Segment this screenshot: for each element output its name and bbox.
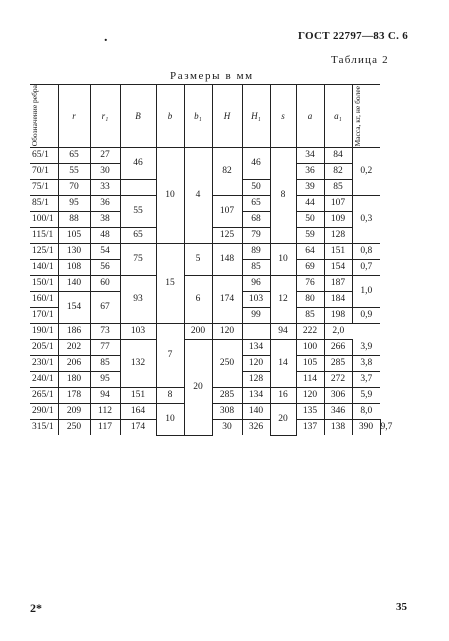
cell-r: 250: [58, 420, 90, 436]
cell-H1: 85: [242, 260, 270, 276]
cell-H1: 68: [242, 212, 270, 228]
cell-designation: 115/1: [30, 228, 58, 244]
cell-r1: 27: [90, 148, 120, 164]
cell-s: [242, 324, 270, 340]
cell-r1: 36: [90, 196, 120, 212]
cell-mass: 0,9: [352, 308, 380, 324]
cell-designation: 160/1: [30, 292, 58, 308]
cell-designation: 100/1: [30, 212, 58, 228]
cell-B: 93: [120, 276, 156, 324]
cell-r: 206: [58, 356, 90, 372]
cell-H: 125: [212, 228, 242, 244]
cell-r: 186: [58, 324, 90, 340]
cell-H: 285: [212, 388, 242, 404]
cell-r: 55: [58, 164, 90, 180]
cell-H1: 50: [242, 180, 270, 196]
cell-s: 12: [270, 276, 296, 324]
cell-a1: 266: [324, 340, 352, 356]
cell-b: 10: [156, 148, 184, 244]
cell-a1: 128: [324, 228, 352, 244]
cell-r1: 33: [90, 180, 120, 196]
cell-B: 55: [120, 196, 156, 228]
cell-mass: 3,9: [352, 340, 380, 356]
cell-H1: 128: [242, 372, 270, 388]
cell-H1: 137: [296, 420, 324, 436]
cell-H1: 96: [242, 276, 270, 292]
cell-b1: 5: [184, 244, 212, 276]
cell-designation: 265/1: [30, 388, 58, 404]
cell-designation: 85/1: [30, 196, 58, 212]
cell-H1: 120: [212, 324, 242, 340]
dimensions-table: [30, 84, 392, 436]
cell-designation: 205/1: [30, 340, 58, 356]
cell-H: 200: [184, 324, 212, 340]
cell-s: 10: [270, 244, 296, 276]
cell-a: 59: [296, 228, 324, 244]
page-header: ГОСТ 22797—83 С. 6: [298, 30, 409, 42]
table-row: [30, 340, 392, 356]
cell-designation: 150/1: [30, 276, 58, 292]
cell-s: 8: [270, 148, 296, 244]
cell-a1: 151: [324, 244, 352, 260]
cell-H: 308: [212, 404, 242, 420]
col-r: r: [58, 85, 90, 148]
cell-a: 85: [296, 308, 324, 324]
cell-designation: 140/1: [30, 260, 58, 276]
cell-a1: 198: [324, 308, 352, 324]
cell-r1: 95: [90, 372, 120, 388]
cell-r1: 54: [90, 244, 120, 260]
cell-r: 154: [58, 292, 90, 324]
cell-B: [120, 180, 156, 196]
cell-B: 151: [120, 388, 156, 404]
cell-a: 36: [296, 164, 324, 180]
cell-H1: 134: [242, 340, 270, 356]
cell-designation: 75/1: [30, 180, 58, 196]
cell-r1: 56: [90, 260, 120, 276]
cell-B: 46: [120, 148, 156, 180]
table-label: Таблица 2: [331, 54, 389, 66]
table-row: [30, 196, 392, 212]
cell-H1: 46: [242, 148, 270, 180]
cell-H: 82: [212, 148, 242, 196]
cell-H: 148: [212, 244, 242, 276]
cell-a: 120: [296, 388, 324, 404]
cell-a1: 285: [324, 356, 352, 372]
cell-a: 114: [296, 372, 324, 388]
cell-a: 50: [296, 212, 324, 228]
col-mass: Масса, кг, не более: [352, 85, 380, 148]
cell-designation: 190/1: [30, 324, 58, 340]
sizes-label: Размеры в мм: [170, 70, 254, 82]
cell-H: 326: [242, 420, 270, 436]
cell-B: 164: [120, 404, 156, 420]
cell-r: 95: [58, 196, 90, 212]
cell-a1: 346: [324, 404, 352, 420]
cell-H1: 120: [242, 356, 270, 372]
table-row: [30, 388, 392, 404]
col-a1: a₁: [324, 85, 352, 148]
cell-a: 39: [296, 180, 324, 196]
cell-r1: 30: [90, 164, 120, 180]
cell-designation: 125/1: [30, 244, 58, 260]
cell-b: 15: [156, 244, 184, 324]
cell-designation: 65/1: [30, 148, 58, 164]
cell-r: 178: [58, 388, 90, 404]
cell-mass: 0,3: [352, 196, 380, 244]
cell-H1: 65: [242, 196, 270, 212]
table-row: [30, 404, 392, 420]
cell-designation: 70/1: [30, 164, 58, 180]
cell-a: 94: [270, 324, 296, 340]
cell-H1: 134: [242, 388, 270, 404]
col-B: B: [120, 85, 156, 148]
cell-a1: 154: [324, 260, 352, 276]
cell-r: 70: [58, 180, 90, 196]
cell-a: 80: [296, 292, 324, 308]
page-number: 35: [396, 601, 407, 613]
cell-a1: 390: [352, 420, 380, 436]
cell-a: 64: [296, 244, 324, 260]
cell-r1: 77: [90, 340, 120, 356]
cell-s: 16: [270, 388, 296, 404]
cell-H1: 99: [242, 308, 270, 324]
cell-H: 250: [212, 340, 242, 388]
table-row: [30, 420, 392, 436]
table-row: [30, 228, 392, 244]
cell-mass: 3,8: [352, 356, 380, 372]
cell-r1: 85: [90, 356, 120, 372]
cell-designation: 230/1: [30, 356, 58, 372]
cell-a: 44: [296, 196, 324, 212]
cell-B: 75: [120, 244, 156, 276]
cell-b1: 4: [184, 148, 212, 244]
cell-r: 180: [58, 372, 90, 388]
cell-mass: 8,0: [352, 404, 380, 420]
cell-B: 65: [120, 228, 156, 244]
cell-a: 100: [296, 340, 324, 356]
col-H: H: [212, 85, 242, 148]
cell-mass: 0,8: [352, 244, 380, 260]
cell-H1: 140: [242, 404, 270, 420]
cell-r1: 94: [90, 388, 120, 404]
cell-r1: 73: [90, 324, 120, 340]
cell-s: 14: [270, 340, 296, 388]
cell-a: 138: [324, 420, 352, 436]
cell-H1: 89: [242, 244, 270, 260]
cell-a1: 82: [324, 164, 352, 180]
cell-r1: 48: [90, 228, 120, 244]
cell-a: 69: [296, 260, 324, 276]
cell-r1: 117: [90, 420, 120, 436]
cell-mass: 3,7: [352, 372, 380, 388]
cell-a1: 84: [324, 148, 352, 164]
cell-a: 135: [296, 404, 324, 420]
col-H1: H₁: [242, 85, 270, 148]
cell-a1: 272: [324, 372, 352, 388]
table-row: [30, 148, 392, 164]
cell-r: 202: [58, 340, 90, 356]
cell-r: 65: [58, 148, 90, 164]
cell-B: 103: [120, 324, 156, 340]
cell-r: 88: [58, 212, 90, 228]
table-row: [30, 244, 392, 260]
cell-designation: 240/1: [30, 372, 58, 388]
cell-H: 107: [212, 196, 242, 228]
cell-r1: 60: [90, 276, 120, 292]
cell-a1: 184: [324, 292, 352, 308]
cell-a: 76: [296, 276, 324, 292]
cell-mass: 5,9: [352, 388, 380, 404]
cell-r1: 67: [90, 292, 120, 324]
header-mark: .: [104, 30, 108, 45]
cell-r: 130: [58, 244, 90, 260]
footer-left-mark: 2*: [30, 601, 42, 615]
cell-b1: 6: [184, 276, 212, 324]
cell-H: 174: [212, 276, 242, 324]
cell-b: 20: [184, 340, 212, 436]
col-designation: Обозначение ребра: [30, 85, 58, 148]
cell-b1: 8: [156, 388, 184, 404]
cell-mass: 1,0: [352, 276, 380, 308]
cell-a1: 109: [324, 212, 352, 228]
cell-b1: 7: [156, 324, 184, 388]
cell-designation: 290/1: [30, 404, 58, 420]
col-b1: b₁: [184, 85, 212, 148]
cell-b1: 10: [156, 404, 184, 436]
cell-r: 140: [58, 276, 90, 292]
cell-H1: 103: [242, 292, 270, 308]
cell-designation: 315/1: [32, 422, 54, 432]
col-r1: r₁: [90, 85, 120, 148]
cell-a1: 85: [324, 180, 352, 196]
cell-a1: 306: [324, 388, 352, 404]
cell-designation: 170/1: [30, 308, 58, 324]
cell-r1: 112: [90, 404, 120, 420]
cell-H1: 79: [242, 228, 270, 244]
cell-mass: 0,2: [352, 148, 380, 196]
cell-s: 20: [270, 404, 296, 436]
cell-r1: 38: [90, 212, 120, 228]
cell-a1: 107: [324, 196, 352, 212]
cell-a1: 222: [296, 324, 324, 340]
cell-a: 34: [296, 148, 324, 164]
cell-B: 132: [120, 340, 156, 388]
cell-a: 105: [296, 356, 324, 372]
table-row: [30, 324, 392, 340]
cell-b: 30: [212, 420, 242, 436]
cell-a1: 187: [324, 276, 352, 292]
cell-r: 105: [58, 228, 90, 244]
cell-B: 174: [120, 420, 156, 436]
table-row: [30, 276, 392, 292]
cell-r: 209: [58, 404, 90, 420]
cell-mass: 2,0: [324, 324, 352, 340]
col-s: s: [270, 85, 296, 148]
col-b: b: [156, 85, 184, 148]
col-a: a: [296, 85, 324, 148]
cell-mass: 0,7: [352, 260, 380, 276]
cell-r: 108: [58, 260, 90, 276]
cell-mass: 9,7: [380, 420, 392, 436]
